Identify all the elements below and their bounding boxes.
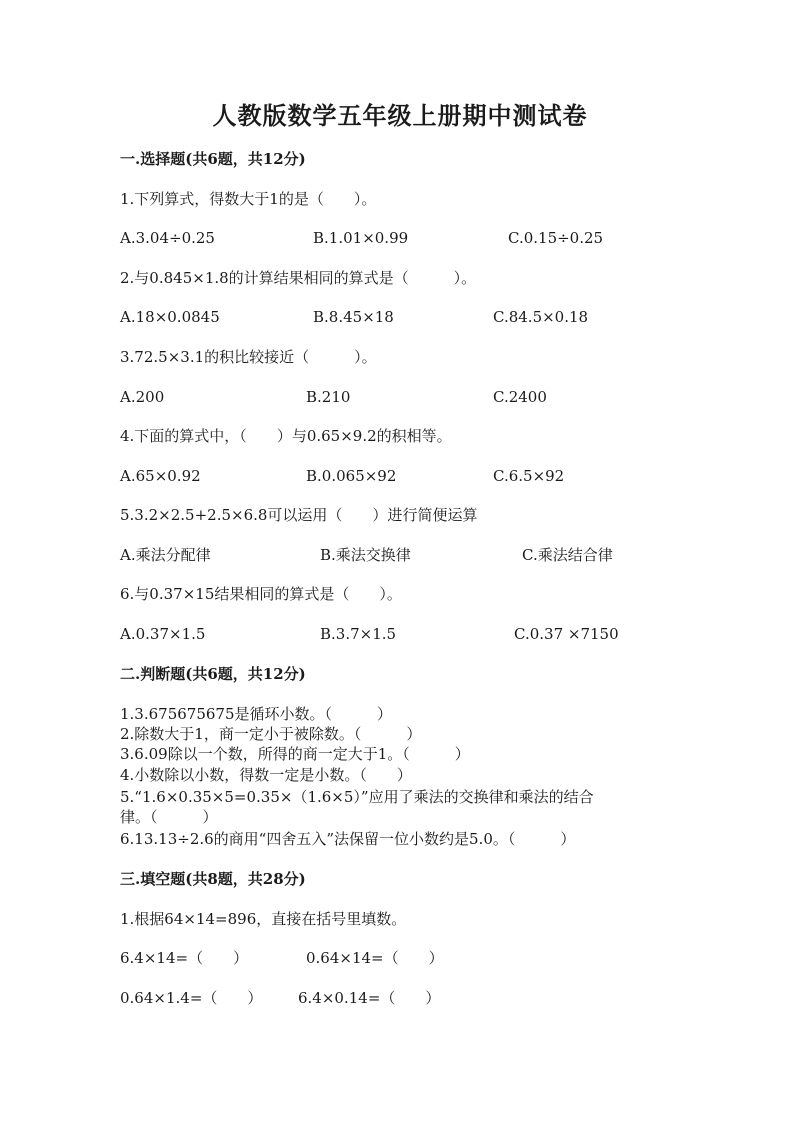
option-b: B.8.45×18 xyxy=(313,308,394,326)
option-b: B.0.065×92 xyxy=(306,467,397,485)
question-stem: 5.3.2×2.5+2.5×6.8可以运用（ ）进行简便运算 xyxy=(120,506,478,524)
judgment-item: 2.除数大于1，商一定小于被除数。（ ） xyxy=(120,725,422,743)
option-c: C.2400 xyxy=(493,388,547,406)
question-stem: 1.下列算式，得数大于1的是（ ）。 xyxy=(120,190,377,208)
option-a: A.0.37×1.5 xyxy=(120,625,206,643)
section-heading-judgment: 二.判断题(共6题，共12分) xyxy=(120,665,306,683)
option-b: B.乘法交换律 xyxy=(320,546,411,564)
section-heading-choice: 一.选择题(共6题，共12分) xyxy=(120,150,306,168)
section-heading-fill: 三.填空题(共8题，共28分) xyxy=(120,870,306,888)
fill-blank-item: 0.64×14=（ ） xyxy=(306,949,444,967)
judgment-item: 4.小数除以小数，得数一定是小数。（ ） xyxy=(120,766,412,784)
judgment-item: 1.3.675675675是循环小数。（ ） xyxy=(120,705,393,723)
option-a: A.3.04÷0.25 xyxy=(120,229,215,247)
judgment-item: 5.“1.6×0.35×5=0.35×（1.6×5）”应用了乘法的交换律和乘法的结合 xyxy=(120,788,594,806)
option-b: B.3.7×1.5 xyxy=(320,625,397,643)
fill-blank-item: 6.4×14=（ ） xyxy=(120,949,249,967)
question-stem: 2.与0.845×1.8的计算结果相同的算式是（ ）。 xyxy=(120,269,477,287)
judgment-item-continued: 律。（ ） xyxy=(120,808,218,826)
judgment-item: 3.6.09除以一个数，所得的商一定大于1。（ ） xyxy=(120,745,470,763)
option-c: C.84.5×0.18 xyxy=(493,308,589,326)
option-a: A.乘法分配律 xyxy=(120,546,211,564)
fill-blank-item: 6.4×0.14=（ ） xyxy=(298,989,441,1007)
question-stem: 6.与0.37×15结果相同的算式是（ ）。 xyxy=(120,585,402,603)
question-stem: 1.根据64×14=896，直接在括号里填数。 xyxy=(120,910,407,928)
question-stem: 3.72.5×3.1的积比较接近（ ）。 xyxy=(120,348,377,366)
option-c: C.0.15÷0.25 xyxy=(508,229,604,247)
page-title: 人教版数学五年级上册期中测试卷 xyxy=(212,101,588,130)
fill-blank-item: 0.64×1.4=（ ） xyxy=(120,989,263,1007)
judgment-item: 6.13.13÷2.6的商用“四舍五入”法保留一位小数约是5.0。（ ） xyxy=(120,830,576,848)
option-c: C.乘法结合律 xyxy=(522,546,613,564)
option-b: B.210 xyxy=(306,388,351,406)
option-a: A.200 xyxy=(120,388,165,406)
option-a: A.18×0.0845 xyxy=(120,308,220,326)
option-c: C.0.37 ×7150 xyxy=(514,625,619,643)
option-c: C.6.5×92 xyxy=(493,467,565,485)
option-a: A.65×0.92 xyxy=(120,467,201,485)
option-b: B.1.01×0.99 xyxy=(313,229,409,247)
question-stem: 4.下面的算式中，（ ）与0.65×9.2的积相等。 xyxy=(120,427,452,445)
